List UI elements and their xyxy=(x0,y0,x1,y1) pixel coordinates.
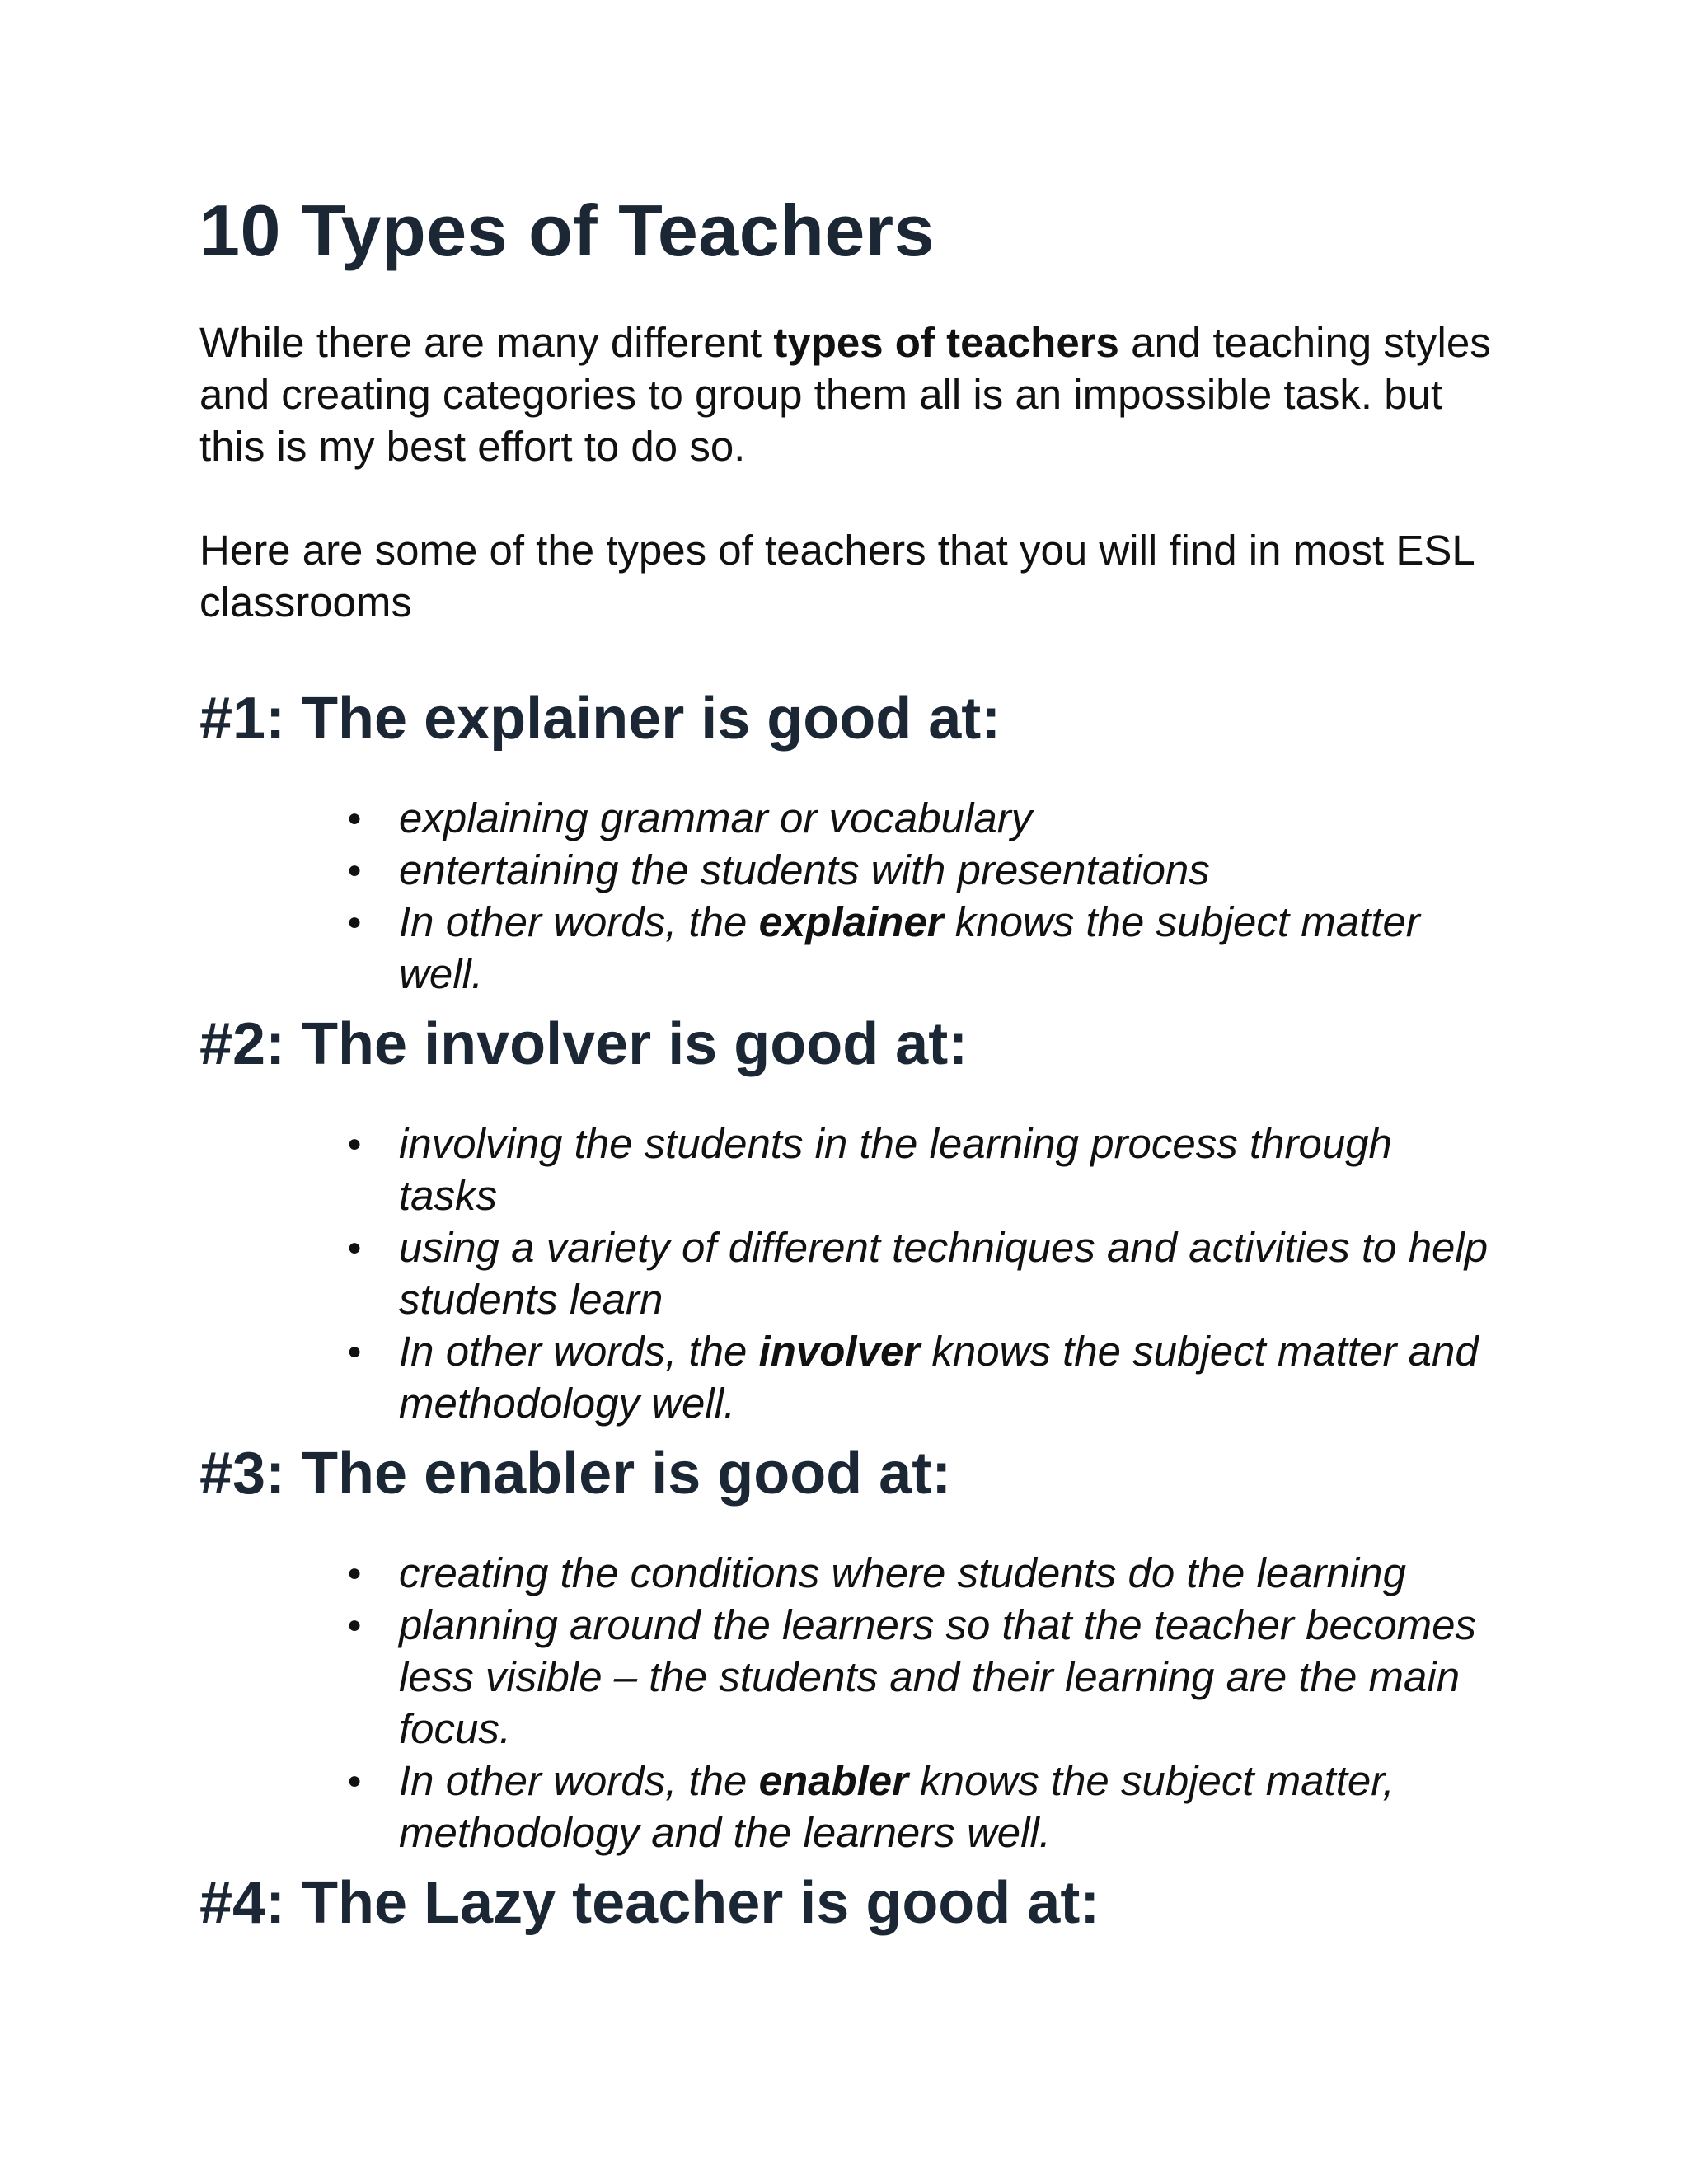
involver-list xyxy=(199,1118,1502,1429)
section-heading-enabler: #3: The enabler is good at: xyxy=(199,1441,952,1507)
list-item-summary xyxy=(347,896,1502,1000)
bullet-icon: ● xyxy=(347,856,363,883)
list-item-summary xyxy=(347,1755,1502,1858)
summary-after: knows the subject matter well. xyxy=(399,898,1420,997)
list-item xyxy=(347,1221,1502,1325)
list-item-summary xyxy=(347,1325,1502,1429)
page-title: 10 Types of Teachers xyxy=(199,190,935,271)
list-item xyxy=(347,844,1502,896)
intro-text-before: While there are many different xyxy=(199,319,774,366)
list-item xyxy=(347,1547,1502,1599)
list-item-text: involving the students in the learning process through tasks xyxy=(399,1120,1392,1219)
document-content xyxy=(199,190,1502,1936)
intro-bold-text: types of teachers xyxy=(773,319,1119,366)
summary-bold: involver xyxy=(758,1328,921,1375)
summary-bold: explainer xyxy=(758,898,944,945)
summary-before: In other words, the xyxy=(399,1328,759,1375)
list-item-text: explaining grammar or vocabulary xyxy=(399,794,1033,841)
bullet-icon: ● xyxy=(347,1130,363,1157)
bullet-icon: ● xyxy=(347,908,363,935)
section-heading-explainer: #1: The explainer is good at: xyxy=(199,686,1001,752)
bullet-icon: ● xyxy=(347,1338,363,1365)
list-item xyxy=(347,1599,1502,1755)
summary-before: In other words, the xyxy=(399,898,759,945)
section-heading-lazy-teacher: #4: The Lazy teacher is good at: xyxy=(199,1870,1100,1936)
bullet-icon: ● xyxy=(347,1234,363,1261)
list-item-text: planning around the learners so that the teacher becomes less visible – the students and their learning are the main focus. xyxy=(399,1601,1477,1752)
summary-bold: enabler xyxy=(758,1757,908,1804)
intro-paragraph-2: Here are some of the types of teachers that you will find in most ESL classrooms xyxy=(199,527,1474,626)
list-item xyxy=(347,792,1502,844)
bullet-icon: ● xyxy=(347,804,363,832)
summary-after: knows the subject matter, methodology and the learners well. xyxy=(399,1757,1395,1856)
bullet-icon: ● xyxy=(347,1611,363,1638)
explainer-list xyxy=(199,792,1502,1000)
list-item-text: entertaining the students with presentations xyxy=(399,846,1210,893)
summary-after: knows the subject matter and methodology well. xyxy=(399,1328,1479,1427)
summary-before: In other words, the xyxy=(399,1757,759,1804)
intro-paragraph xyxy=(199,316,1502,472)
list-item-text: creating the conditions where students do the learning xyxy=(399,1549,1406,1596)
intro-text-after: and teaching styles and creating categories to group them all is an impossible task. but this is my best effort to do so. xyxy=(199,319,1491,470)
enabler-list xyxy=(199,1547,1502,1858)
list-item xyxy=(347,1118,1502,1221)
list-item-text: using a variety of different techniques and activities to help students learn xyxy=(399,1224,1489,1323)
section-heading-involver: #2: The involver is good at: xyxy=(199,1011,968,1077)
bullet-icon: ● xyxy=(347,1767,363,1794)
bullet-icon: ● xyxy=(347,1559,363,1586)
